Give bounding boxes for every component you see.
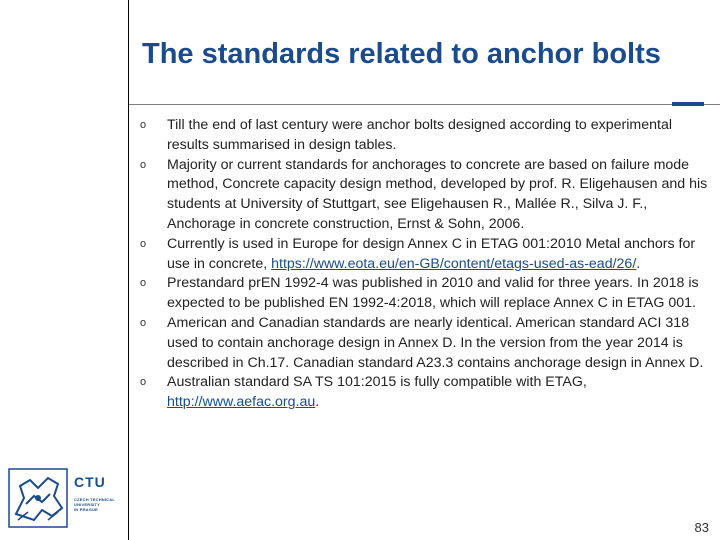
logo-subtitle xyxy=(74,497,126,513)
ctu-logo xyxy=(8,468,118,530)
bullet-marker-icon: o xyxy=(140,237,147,250)
title-underline xyxy=(129,104,720,105)
bullet-item xyxy=(140,156,712,235)
logo-subtitle-line: UNIVERSITY xyxy=(74,502,101,508)
bullet-item xyxy=(140,274,712,314)
bullet-marker-icon: o xyxy=(140,119,147,131)
bullet-list xyxy=(140,116,712,413)
slide-title: The standards related to anchor bolts xyxy=(142,38,661,70)
bullet-suffix: . xyxy=(636,255,641,272)
ctu-lion-emblem-icon xyxy=(8,468,68,528)
bullet-text: Australian standard SA TS 101:2015 is fully compatible with ETAG, xyxy=(167,374,587,391)
bullet-text: Currently is used in Europe for design Annex C in ETAG 001:2010 Metal anchors for use in concrete, xyxy=(167,235,696,272)
bullet-marker-icon: o xyxy=(140,376,147,389)
left-vertical-rule xyxy=(128,0,129,540)
bullet-item xyxy=(140,235,712,275)
logo-name: CTU xyxy=(74,474,106,490)
bullet-text: American and Canadian standards are nearly identical. American standard ACI 318 used to contain anchorage design in Annex D. In the version from the year 2014 is described in Ch.17. Canadian standard A23.3 contains anchorage design in Annex D. xyxy=(167,314,704,371)
bullet-item xyxy=(140,373,712,413)
bullet-item xyxy=(140,314,712,373)
eota-link[interactable]: https://www.eota.eu/en-GB/content/etags-used-as-ead/26/ xyxy=(271,255,637,272)
bullet-marker-icon: o xyxy=(140,316,147,329)
bullet-text: Till the end of last century were anchor bolts designed according to experimental results summarised in design tables. xyxy=(167,117,672,153)
page-number: 83 xyxy=(694,520,709,535)
logo-subtitle-line: CZECH TECHNICAL xyxy=(74,497,115,502)
aefac-link[interactable]: http://www.aefac.org.au xyxy=(167,394,316,411)
title-underline-accent xyxy=(672,102,704,106)
bullet-suffix: . xyxy=(315,394,320,411)
logo-text-block xyxy=(74,468,126,513)
bullet-item xyxy=(140,116,712,156)
logo-subtitle-line: IN PRAGUE xyxy=(74,507,99,513)
bullet-text: Majority or current standards for anchorages to concrete are based on failure mode method, Concrete capacity design method, developed by prof. R. Eligehausen and his students at University of Stuttgart, see Eligehausen R., Mallée R., Silva J. F., Anchorage in concrete construction, Ernst & Sohn, 2006. xyxy=(167,156,708,232)
bullet-text: Prestandard prEN 1992-4 was published in 2010 and valid for three years. In 2018 is expected to be published EN 1992-4:2018, which will replace Annex C in ETAG 001. xyxy=(167,275,699,312)
bullet-marker-icon: o xyxy=(140,277,147,290)
bullet-marker-icon: o xyxy=(140,158,147,171)
